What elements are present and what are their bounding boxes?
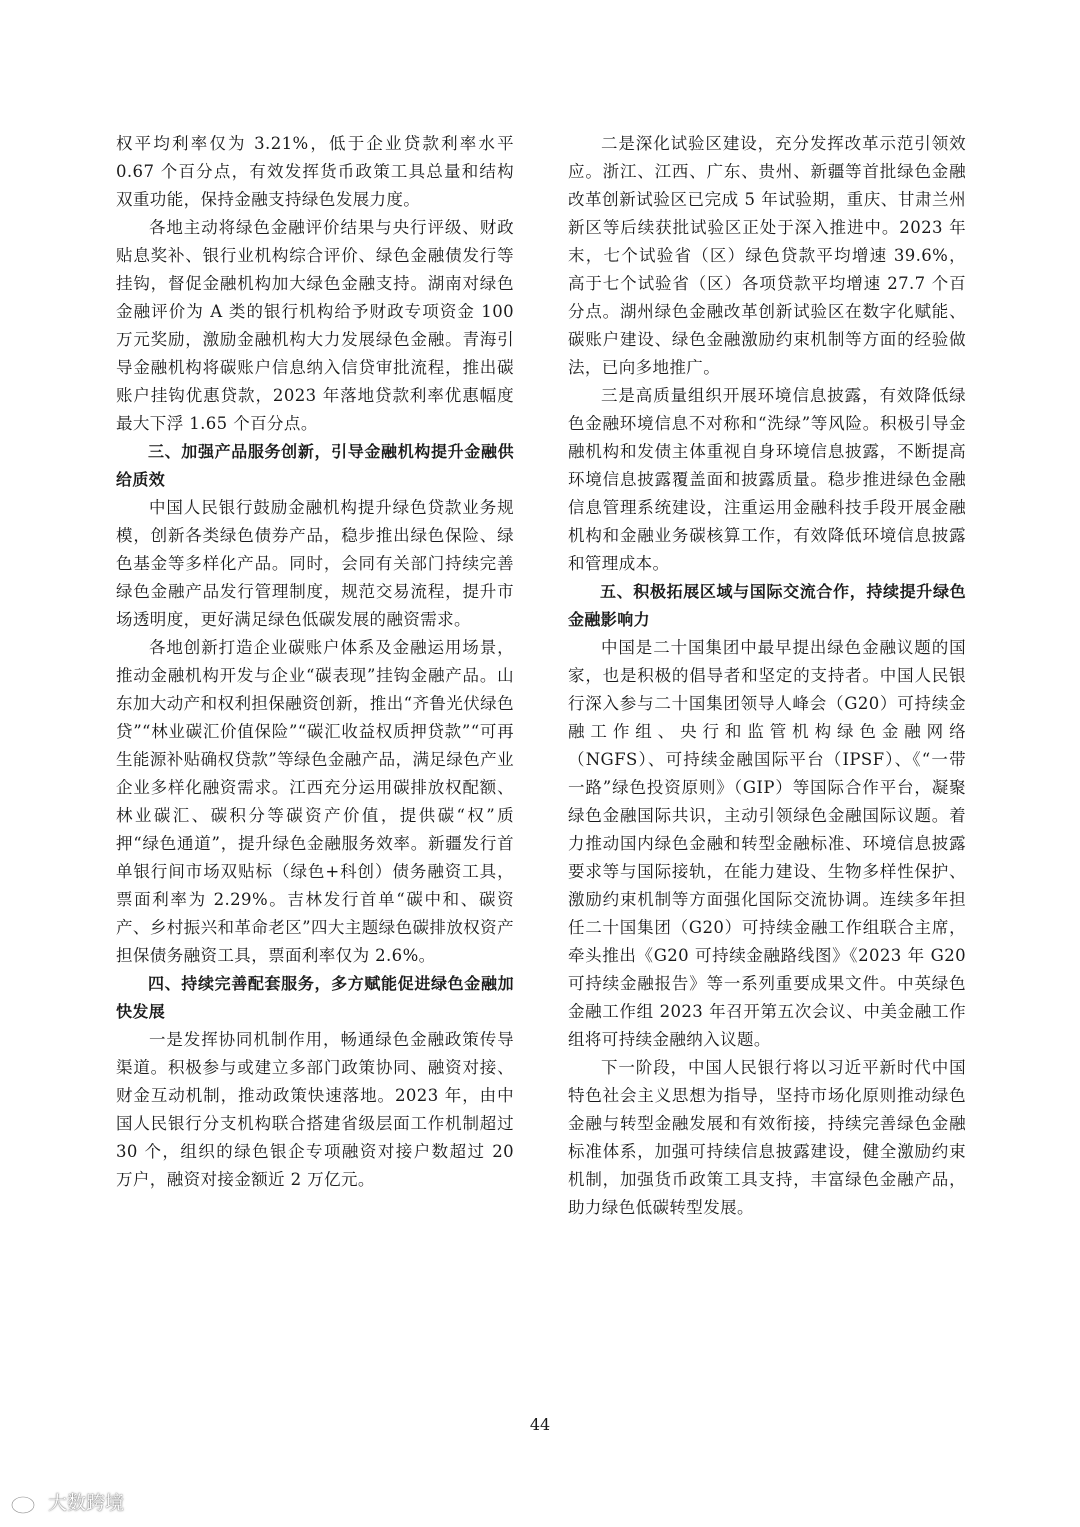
right-column — [568, 130, 966, 1222]
paragraph: 二是深化试验区建设，充分发挥改革示范引领效应。浙江、江西、广东、贵州、新疆等首批绿色金融改革创新试验区已完成 5 年试验期，重庆、甘肃兰州新区等后续获批试验区正处于深入推进中。2023 年末，七个试验省（区）绿色贷款平均增速 39.6%，高于七个试验省（区）各项贷款平均增速 27.7 个百分点。湖州绿色金融改革创新试验区在数字化赋能、碳账户建设、绿色金融激励约束机制等方面的经验做法，已向多地推广。 — [568, 134, 966, 377]
section-heading: 三、加强产品服务创新，引导金融机构提升金融供给质效 — [116, 442, 514, 489]
paragraph: 各地创新打造企业碳账户体系及金融运用场景，推动金融机构开发与企业“碳表现”挂钩金融产品。山东加大动产和权利担保融资创新，推出“齐鲁光伏绿色贷”“林业碳汇价值保险”“碳汇收益权质押贷款”“可再生能源补贴确权贷款”等绿色金融产品，满足绿色产业企业多样化融资需求。江西充分运用碳排放权配额、林业碳汇、碳积分等碳资产价值，提供碳“权”质押“绿色通道”，提升绿色金融服务效率。新疆发行首单银行间市场双贴标（绿色+科创）债务融资工具，票面利率为 2.29%。吉林发行首单“碳中和、碳资产、乡村振兴和革命老区”四大主题绿色碳排放权资产担保债务融资工具，票面利率仅为 2.6%。 — [116, 638, 514, 965]
left-column — [116, 130, 514, 1194]
paragraph: 下一阶段，中国人民银行将以习近平新时代中国特色社会主义思想为指导，坚持市场化原则推动绿色金融与转型金融发展和有效衔接，持续完善绿色金融标准体系，加强可持续信息披露建设，健全激励约束机制，加强货币政策工具支持，丰富绿色金融产品，助力绿色低碳转型发展。 — [568, 1058, 966, 1217]
paragraph: 各地主动将绿色金融评价结果与央行评级、财政贴息奖补、银行业机构综合评价、绿色金融债发行等挂钩，督促金融机构加大绿色金融支持。湖南对绿色金融评价为 A 类的银行机构给予财政专项资金 100 万元奖励，激励金融机构大力发展绿色金融。青海引导金融机构将碳账户信息纳入信贷审批流程，推出碳账户挂钩优惠贷款，2023 年落地贷款利率优惠幅度最大下浮 1.65 个百分点。 — [116, 218, 514, 433]
weibo-logo-icon — [10, 1489, 44, 1515]
paragraph: 权平均利率仅为 3.21%，低于企业贷款利率水平 0.67 个百分点，有效发挥货币政策工具总量和结构双重功能，保持金融支持绿色发展力度。 — [116, 134, 514, 209]
section-heading: 五、积极拓展区域与国际交流合作，持续提升绿色金融影响力 — [568, 582, 966, 629]
watermark — [10, 1488, 124, 1515]
paragraph: 一是发挥协同机制作用，畅通绿色金融政策传导渠道。积极参与或建立多部门政策协同、融资对接、财金互动机制，推动政策快速落地。2023 年，由中国人民银行分支机构联合搭建省级层面工作机制超过 30 个，组织的绿色银企专项融资对接户数超过 20 万户，融资对接金额近 2 万亿元。 — [116, 1030, 514, 1189]
paragraph: 中国人民银行鼓励金融机构提升绿色贷款业务规模，创新各类绿色债券产品，稳步推出绿色保险、绿色基金等多样化产品。同时，会同有关部门持续完善绿色金融产品发行管理制度，规范交易流程，提升市场透明度，更好满足绿色低碳发展的融资需求。 — [116, 498, 514, 629]
paragraph: 中国是二十国集团中最早提出绿色金融议题的国家，也是积极的倡导者和坚定的支持者。中国人民银行深入参与二十国集团领导人峰会（G20）可持续金融工作组、央行和监管机构绿色金融网络（NGFS）、可持续金融国际平台（IPSF）、《“一带一路”绿色投资原则》（GIP）等国际合作平台，凝聚绿色金融国际共识，主动引领绿色金融国际议题。着力推动国内绿色金融和转型金融标准、环境信息披露要求等与国际接轨，在能力建设、生物多样性保护、激励约束机制等方面强化国际交流协调。连续多年担任二十国集团（G20）可持续金融工作组联合主席，牵头推出《G20 可持续金融路线图》《2023 年 G20 可持续金融报告》等一系列重要成果文件。中英绿色金融工作组 2023 年召开第五次会议、中美金融工作组将可持续金融纳入议题。 — [568, 638, 966, 1049]
page-number: 44 — [529, 1415, 551, 1434]
watermark-text: 大数跨境 — [48, 1492, 125, 1514]
paragraph: 三是高质量组织开展环境信息披露，有效降低绿色金融环境信息不对称和“洗绿”等风险。积极引导金融机构和发债主体重视自身环境信息披露，不断提高环境信息披露覆盖面和披露质量。稳步推进绿色金融信息管理系统建设，注重运用金融科技手段开展金融机构和金融业务碳核算工作，有效降低环境信息披露和管理成本。 — [568, 386, 966, 573]
section-heading: 四、持续完善配套服务，多方赋能促进绿色金融加快发展 — [116, 974, 514, 1021]
